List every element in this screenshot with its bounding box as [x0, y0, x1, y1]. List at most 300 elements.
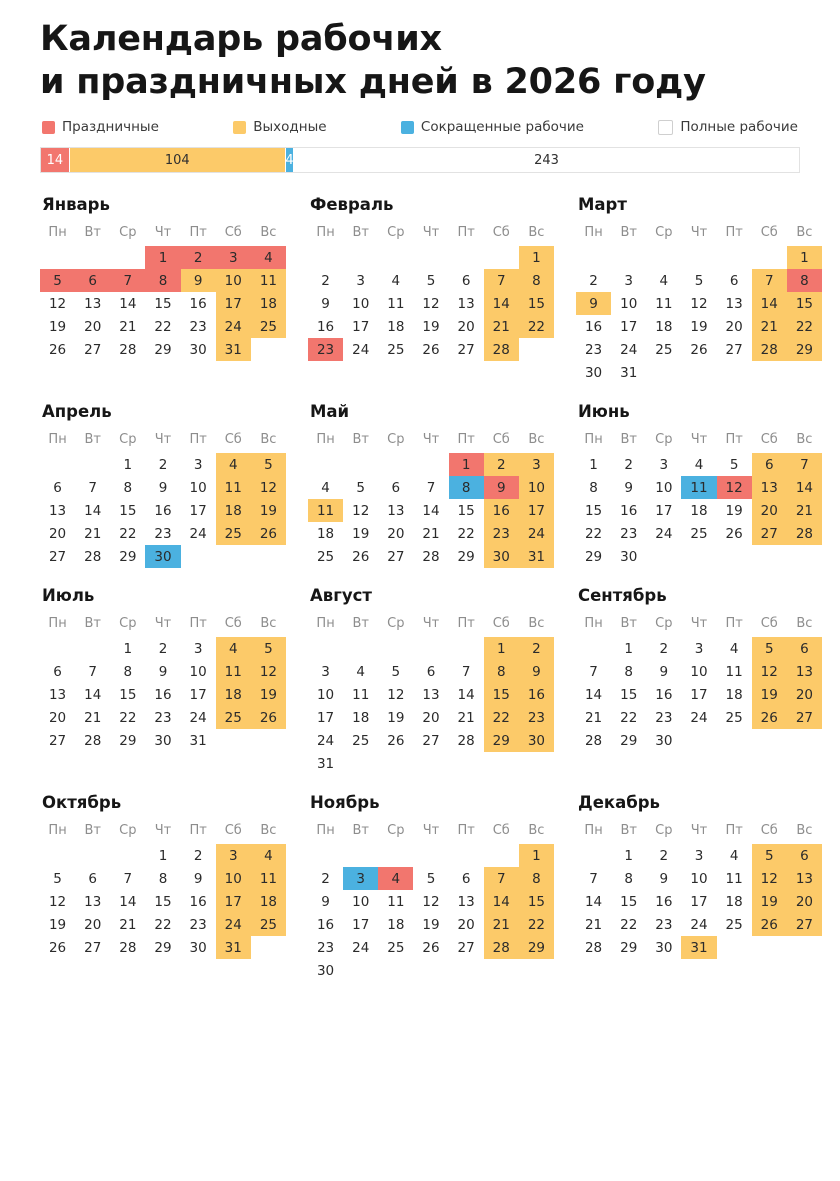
day-cell-work: 26 [422, 939, 440, 956]
month-name: Сентябрь [578, 586, 667, 606]
weekday-header: Вс [260, 224, 277, 240]
day-cell-work: 24 [189, 709, 207, 726]
week-row [40, 269, 286, 292]
week-row [40, 545, 286, 568]
day-cell-weekend: 22 [787, 315, 822, 338]
day-cell-work: 10 [352, 893, 370, 910]
day-cell-weekend: 7 [752, 269, 787, 292]
day-cell-work: 8 [123, 663, 133, 680]
weekday-header: Пн [48, 615, 67, 631]
day-cell-weekend: 12 [251, 476, 286, 499]
day-cell-weekend: 12 [752, 660, 787, 683]
day-cell-work: 13 [48, 686, 67, 703]
day-cell-weekend: 23 [484, 522, 519, 545]
day-cell-work: 10 [690, 663, 708, 680]
day-cell-work: 19 [352, 525, 370, 542]
day-cell-work: 21 [119, 318, 137, 335]
day-cell-work: 2 [624, 456, 633, 473]
day-cell-work: 15 [584, 502, 603, 519]
day-cell-work: 13 [84, 893, 102, 910]
day-cell-weekend: 18 [251, 292, 286, 315]
weekday-header: Пн [48, 822, 67, 838]
day-cell-work: 27 [725, 341, 743, 358]
legend-label: Выходные [253, 119, 327, 136]
day-cell-work: 28 [119, 341, 137, 358]
day-cell-weekend: 27 [787, 913, 822, 936]
day-cell-work: 26 [725, 525, 743, 542]
day-cell-weekend: 31 [216, 936, 251, 959]
day-cell-work: 29 [620, 939, 638, 956]
day-cell-work: 10 [316, 686, 335, 703]
weekday-header: Сб [760, 822, 778, 838]
day-cell-work: 9 [659, 870, 669, 887]
day-cell-holiday: 4 [378, 867, 413, 890]
day-cell-work: 30 [189, 341, 207, 358]
day-cell-work: 23 [584, 341, 603, 358]
day-cell-work: 29 [584, 548, 603, 565]
day-cell-work: 24 [352, 341, 370, 358]
day-cell-work: 18 [690, 502, 708, 519]
day-cell-empty [251, 545, 286, 568]
day-cell-weekend: 26 [251, 522, 286, 545]
day-cell-work: 5 [391, 663, 401, 680]
week-row [308, 706, 554, 729]
day-cell-weekend: 3 [216, 844, 251, 867]
day-cell-empty [308, 453, 343, 476]
day-cell-work: 5 [426, 272, 436, 289]
day-cell-work: 7 [589, 870, 598, 887]
day-cell-empty [75, 246, 110, 269]
day-cell-work: 29 [154, 341, 172, 358]
day-cell-weekend: 19 [752, 683, 787, 706]
month-8 [308, 586, 554, 775]
day-cell-weekend: 8 [519, 269, 554, 292]
day-cell-work: 20 [457, 318, 475, 335]
day-cell-empty [378, 752, 413, 775]
day-cell-weekend: 5 [752, 844, 787, 867]
month-name: Февраль [310, 195, 394, 215]
month-name: Декабрь [578, 793, 660, 813]
day-cell-work: 21 [84, 525, 102, 542]
day-cell-work: 8 [158, 870, 168, 887]
day-cell-weekend: 15 [519, 890, 554, 913]
week-row [576, 545, 822, 568]
weekday-header: Ср [119, 224, 137, 240]
day-cell-work: 3 [193, 640, 203, 657]
day-cell-work: 22 [154, 916, 172, 933]
day-cell-work: 22 [457, 525, 475, 542]
day-cell-weekend: 6 [787, 844, 822, 867]
day-cell-work: 9 [193, 870, 203, 887]
day-cell-work: 15 [620, 686, 638, 703]
summary-segment-value: 243 [534, 152, 559, 168]
week-row [40, 315, 286, 338]
day-cell-work: 12 [387, 686, 405, 703]
weekday-header-row [40, 611, 286, 637]
week-row [576, 499, 822, 522]
day-cell-work: 29 [154, 939, 172, 956]
weekday-header: Вс [260, 615, 277, 631]
day-cell-work: 29 [457, 548, 475, 565]
weekday-header: Пн [48, 431, 67, 447]
week-row [576, 729, 822, 752]
day-cell-work: 28 [84, 548, 102, 565]
day-cell-work: 24 [655, 525, 673, 542]
day-cell-work: 25 [352, 732, 370, 749]
weekday-header: Вс [796, 431, 813, 447]
day-cell-work: 24 [690, 709, 708, 726]
day-cell-work: 17 [316, 709, 335, 726]
day-cell-work: 5 [694, 272, 704, 289]
day-cell-work: 21 [422, 525, 440, 542]
day-cell-weekend: 8 [484, 660, 519, 683]
day-cell-work: 31 [316, 755, 335, 772]
day-cell-weekend: 9 [576, 292, 611, 315]
day-cell-empty [413, 752, 448, 775]
day-cell-weekend: 28 [484, 936, 519, 959]
week-row [308, 246, 554, 269]
day-cell-empty [378, 637, 413, 660]
day-cell-weekend: 19 [251, 499, 286, 522]
weekday-header: Сб [492, 224, 510, 240]
weekday-header: Вт [620, 822, 637, 838]
weekday-header: Вт [620, 224, 637, 240]
day-cell-work: 16 [189, 893, 207, 910]
day-cell-work: 16 [189, 295, 207, 312]
week-row [576, 913, 822, 936]
month-12 [576, 793, 822, 982]
day-cell-weekend: 21 [484, 315, 519, 338]
day-cell-work: 23 [620, 525, 638, 542]
week-row [308, 729, 554, 752]
day-cell-work: 5 [356, 479, 365, 496]
day-cell-empty [484, 959, 519, 982]
day-cell-work: 22 [620, 916, 638, 933]
day-cell-weekend: 27 [787, 706, 822, 729]
day-cell-work: 16 [655, 686, 673, 703]
day-cell-work: 17 [655, 502, 673, 519]
day-cell-work: 30 [584, 364, 603, 381]
day-cell-work: 6 [53, 479, 62, 496]
legend [40, 119, 800, 135]
legend-item-holiday [42, 119, 159, 135]
day-cell-work: 18 [387, 318, 405, 335]
day-cell-weekend: 14 [484, 890, 519, 913]
week-row [576, 453, 822, 476]
month-2 [308, 195, 554, 384]
month-6 [576, 402, 822, 568]
week-row [308, 637, 554, 660]
page-title [40, 18, 800, 103]
weekday-header: Пт [189, 615, 207, 631]
day-cell-weekend: 10 [519, 476, 554, 499]
weekday-header: Чт [422, 822, 440, 838]
day-cell-weekend: 6 [787, 637, 822, 660]
month-name: Май [310, 402, 350, 422]
week-row [576, 522, 822, 545]
legend-item-weekend [233, 119, 326, 135]
week-row [40, 338, 286, 361]
weekday-header: Сб [492, 822, 510, 838]
day-cell-empty [519, 959, 554, 982]
day-cell-weekend: 28 [752, 338, 787, 361]
day-cell-work: 6 [88, 870, 97, 887]
day-cell-work: 4 [729, 640, 739, 657]
day-cell-holiday: 3 [216, 246, 251, 269]
weekday-header: Ср [387, 224, 405, 240]
week-row [308, 890, 554, 913]
day-cell-weekend: 17 [216, 292, 251, 315]
weekday-header: Пт [457, 431, 475, 447]
day-cell-work: 13 [48, 502, 67, 519]
day-cell-work: 15 [154, 893, 172, 910]
day-cell-weekend: 1 [519, 844, 554, 867]
day-cell-work: 6 [53, 663, 62, 680]
summary-segment-short [286, 148, 294, 172]
weekday-header: Пт [457, 822, 475, 838]
weekday-header: Чт [690, 822, 708, 838]
week-row [308, 683, 554, 706]
day-cell-weekend: 28 [484, 338, 519, 361]
day-cell-weekend: 31 [216, 338, 251, 361]
month-table [308, 611, 554, 775]
day-cell-empty [681, 361, 716, 384]
day-cell-work: 30 [154, 732, 172, 749]
day-cell-holiday: 12 [717, 476, 752, 499]
day-cell-work: 1 [624, 640, 633, 657]
weekday-header: Сб [492, 615, 510, 631]
day-cell-work: 16 [655, 893, 673, 910]
day-cell-empty [787, 936, 822, 959]
day-cell-work: 20 [48, 709, 67, 726]
day-cell-weekend: 18 [216, 499, 251, 522]
day-cell-weekend: 25 [216, 706, 251, 729]
day-cell-work: 27 [422, 732, 440, 749]
day-cell-weekend: 10 [216, 269, 251, 292]
day-cell-weekend: 14 [787, 476, 822, 499]
day-cell-weekend: 29 [519, 936, 554, 959]
day-cell-empty [787, 361, 822, 384]
day-cell-holiday: 7 [110, 269, 145, 292]
summary-segment-weekend [70, 148, 286, 172]
day-cell-empty [752, 729, 787, 752]
day-cell-empty [576, 637, 611, 660]
weekday-header: Чт [422, 615, 440, 631]
day-cell-work: 6 [729, 272, 739, 289]
day-cell-work: 27 [84, 341, 102, 358]
day-cell-empty [378, 844, 413, 867]
weekday-header-row [576, 427, 822, 453]
day-cell-empty [752, 545, 787, 568]
weekday-header: Чт [690, 224, 708, 240]
day-cell-work: 26 [690, 341, 708, 358]
day-cell-work: 20 [725, 318, 743, 335]
day-cell-work: 15 [620, 893, 638, 910]
day-cell-short: 30 [145, 545, 180, 568]
week-row [576, 936, 822, 959]
day-cell-weekend: 15 [484, 683, 519, 706]
day-cell-work: 30 [316, 962, 335, 979]
day-cell-work: 26 [387, 732, 405, 749]
day-cell-work: 6 [461, 272, 471, 289]
weekday-header-row [40, 427, 286, 453]
week-row [40, 867, 286, 890]
week-row [308, 499, 554, 522]
weekday-header-row [576, 818, 822, 844]
day-cell-weekend: 6 [752, 453, 787, 476]
day-cell-weekend: 17 [519, 499, 554, 522]
day-cell-empty [75, 453, 110, 476]
day-cell-empty [787, 729, 822, 752]
day-cell-empty [40, 844, 75, 867]
weekday-header: Ср [655, 615, 673, 631]
week-row [308, 752, 554, 775]
day-cell-work: 12 [422, 893, 440, 910]
day-cell-holiday: 1 [145, 246, 180, 269]
weekday-header: Пт [457, 615, 475, 631]
day-cell-work: 10 [189, 663, 207, 680]
weekday-header: Вт [352, 224, 369, 240]
day-cell-work: 4 [694, 456, 704, 473]
day-cell-work: 29 [119, 732, 137, 749]
week-row [308, 936, 554, 959]
day-cell-work: 20 [84, 916, 102, 933]
day-cell-work: 14 [584, 893, 603, 910]
weekday-header: Вт [620, 615, 637, 631]
day-cell-work: 13 [457, 295, 475, 312]
day-cell-work: 18 [352, 709, 370, 726]
weekday-header: Пн [316, 615, 335, 631]
week-row [576, 338, 822, 361]
day-cell-work: 27 [84, 939, 102, 956]
weekday-header: Пн [316, 822, 335, 838]
day-cell-empty [308, 844, 343, 867]
day-cell-empty [216, 545, 251, 568]
day-cell-weekend: 8 [519, 867, 554, 890]
day-cell-weekend: 12 [752, 867, 787, 890]
week-row [40, 246, 286, 269]
day-cell-work: 1 [589, 456, 598, 473]
day-cell-work: 9 [624, 479, 633, 496]
day-cell-weekend: 22 [519, 315, 554, 338]
weekday-header: Пн [48, 224, 67, 240]
day-cell-weekend: 31 [681, 936, 716, 959]
day-cell-work: 30 [655, 939, 673, 956]
day-cell-work: 11 [352, 686, 370, 703]
day-cell-work: 16 [620, 502, 638, 519]
weekday-header: Ср [387, 822, 405, 838]
day-cell-empty [40, 453, 75, 476]
week-row [40, 522, 286, 545]
day-cell-work: 21 [584, 709, 603, 726]
day-cell-work: 30 [189, 939, 207, 956]
day-cell-weekend: 10 [216, 867, 251, 890]
day-cell-weekend: 20 [752, 499, 787, 522]
day-cell-work: 9 [158, 479, 168, 496]
day-cell-work: 13 [84, 295, 102, 312]
day-cell-work: 2 [158, 640, 168, 657]
day-cell-empty [717, 246, 752, 269]
day-cell-work: 29 [119, 548, 137, 565]
day-cell-weekend: 26 [752, 706, 787, 729]
day-cell-work: 4 [321, 479, 330, 496]
day-cell-empty [343, 453, 378, 476]
day-cell-work: 17 [690, 686, 708, 703]
day-cell-work: 16 [316, 318, 335, 335]
day-cell-weekend: 13 [787, 867, 822, 890]
day-cell-work: 28 [119, 939, 137, 956]
day-cell-weekend: 5 [251, 637, 286, 660]
day-cell-work: 3 [659, 456, 669, 473]
weekday-header: Чт [154, 224, 172, 240]
day-cell-weekend: 26 [251, 706, 286, 729]
weekday-header: Пн [584, 615, 603, 631]
week-row [40, 913, 286, 936]
week-row [40, 683, 286, 706]
weekday-header: Вт [84, 615, 101, 631]
weekday-header: Сб [224, 822, 242, 838]
day-cell-work: 18 [387, 916, 405, 933]
month-table [40, 818, 286, 959]
day-cell-empty [681, 729, 716, 752]
weekday-header: Сб [224, 224, 242, 240]
weekday-header: Пт [189, 822, 207, 838]
day-cell-work: 15 [457, 502, 475, 519]
day-cell-work: 25 [690, 525, 708, 542]
day-cell-empty [343, 752, 378, 775]
day-cell-work: 23 [316, 939, 335, 956]
day-cell-empty [378, 453, 413, 476]
day-cell-work: 3 [193, 456, 203, 473]
day-cell-holiday: 1 [449, 453, 484, 476]
weekday-header: Сб [760, 431, 778, 447]
day-cell-work: 24 [316, 732, 335, 749]
day-cell-weekend: 4 [216, 453, 251, 476]
weekday-header: Пн [584, 822, 603, 838]
weekday-header-row [308, 427, 554, 453]
day-cell-work: 16 [154, 502, 172, 519]
day-cell-weekend: 21 [484, 913, 519, 936]
day-cell-weekend: 11 [308, 499, 343, 522]
day-cell-empty [681, 246, 716, 269]
weekday-header: Сб [492, 431, 510, 447]
day-cell-work: 2 [193, 847, 203, 864]
day-cell-work: 28 [457, 732, 475, 749]
month-name: Ноябрь [310, 793, 380, 813]
day-cell-work: 31 [189, 732, 207, 749]
day-cell-work: 10 [352, 295, 370, 312]
day-cell-work: 15 [119, 502, 137, 519]
day-cell-holiday: 2 [181, 246, 216, 269]
summary-segment-value: 104 [164, 152, 190, 168]
month-table [576, 220, 822, 384]
weekday-header: Вс [796, 224, 813, 240]
day-cell-weekend: 21 [752, 315, 787, 338]
day-cell-weekend: 12 [251, 660, 286, 683]
week-row [576, 315, 822, 338]
day-cell-work: 30 [655, 732, 673, 749]
weekday-header: Вс [796, 615, 813, 631]
day-cell-work: 20 [387, 525, 405, 542]
day-cell-work: 2 [321, 870, 330, 887]
day-cell-work: 3 [694, 640, 704, 657]
day-cell-weekend: 23 [519, 706, 554, 729]
week-row [40, 292, 286, 315]
day-cell-weekend: 13 [787, 660, 822, 683]
day-cell-weekend: 7 [484, 867, 519, 890]
month-name: Июль [42, 586, 95, 606]
day-cell-work: 6 [391, 479, 401, 496]
